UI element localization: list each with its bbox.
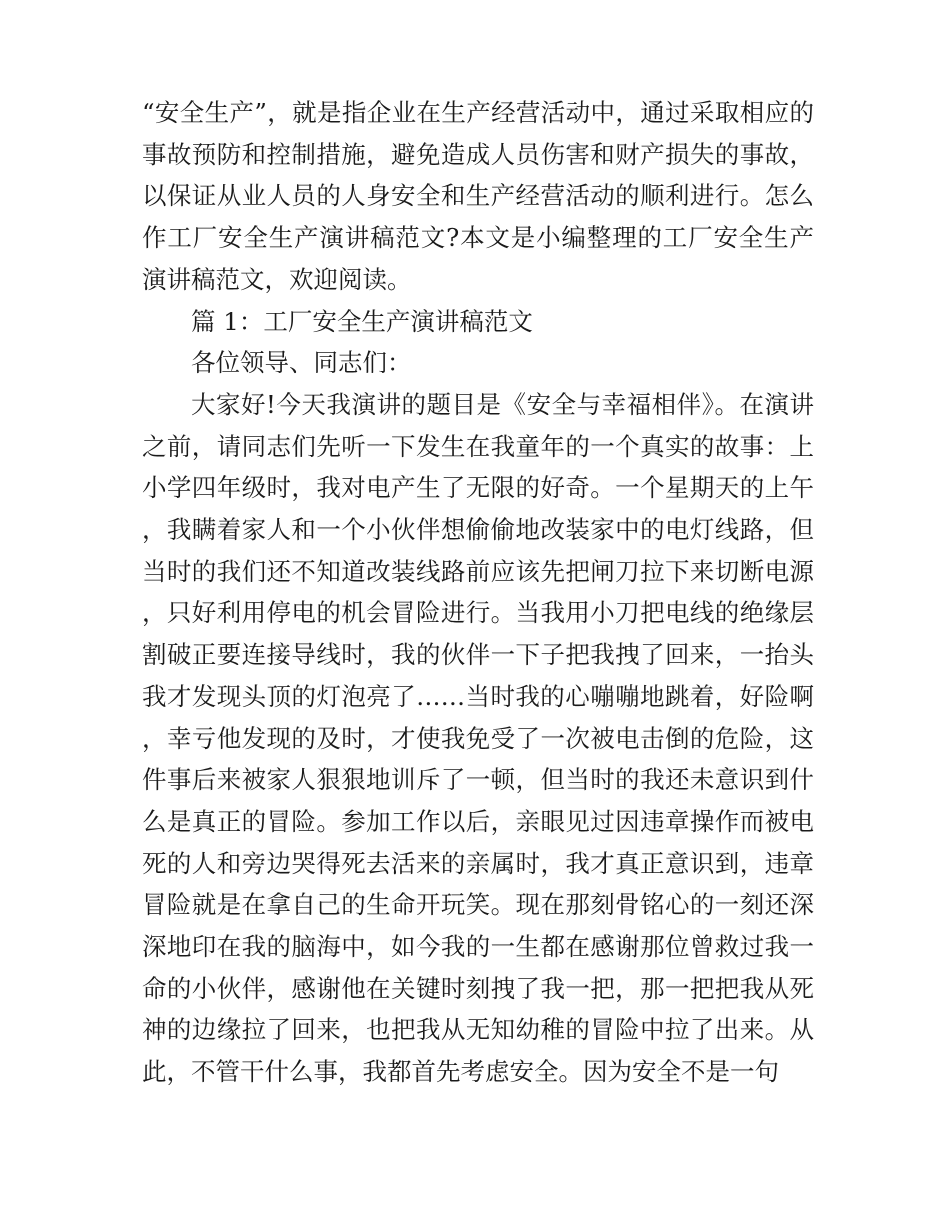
- intro-paragraph: “安全生产”，就是指企业在生产经营活动中，通过采取相应的事故预防和控制措施，避免造成人员伤害和财产损失的事故，以保证从业人员的人身安全和生产经营活动的顺利进行。怎么作工厂安全生产演讲稿范文?本文是小编整理的工厂安全生产演讲稿范文，欢迎阅读。: [142, 98, 814, 294]
- speech-paragraph: 大家好!今天我演讲的题目是《安全与幸福相伴》。在演讲之前，请同志们先听一下发生在我童年的一个真实的故事：上小学四年级时，我对电产生了无限的好奇。一个星期天的上午，我瞒着家人和一个小伙伴想偷偷地改装家中的电灯线路，但当时的我们还不知道改装线路前应该先把闸刀拉下来切断电源，只好利用停电的机会冒险进行。当我用小刀把电线的绝缘层割破正要连接导线时，我的伙伴一下子把我拽了回来，一抬头我才发现头顶的灯泡亮了……当时我的心嘣嘣地跳着，好险啊，幸亏他发现的及时，才使我免受了一次被电击倒的危险，这件事后来被家人狠狠地训斥了一顿，但当时的我还未意识到什么是真正的冒险。参加工作以后，亲眼见过因违章操作而被电死的人和旁边哭得死去活来的亲属时，我才真正意识到，违章冒险就是在拿自己的生命开玩笑。现在那刻骨铭心的一刻还深深地印在我的脑海中，如今我的一生都在感谢那位曾救过我一命的小伙伴，感谢他在关键时刻拽了我一把，那一把把我从死神的边缘拉了回来，也把我从无知幼稚的冒险中拉了出来。从此，不管干什么事，我都首先考虑安全。因为安全不是一句: [142, 389, 814, 1087]
- salutation: 各位领导、同志们：: [191, 348, 412, 378]
- document-body: [142, 92, 814, 1093]
- section-heading: 篇 1：工厂安全生产演讲稿范文: [191, 306, 533, 336]
